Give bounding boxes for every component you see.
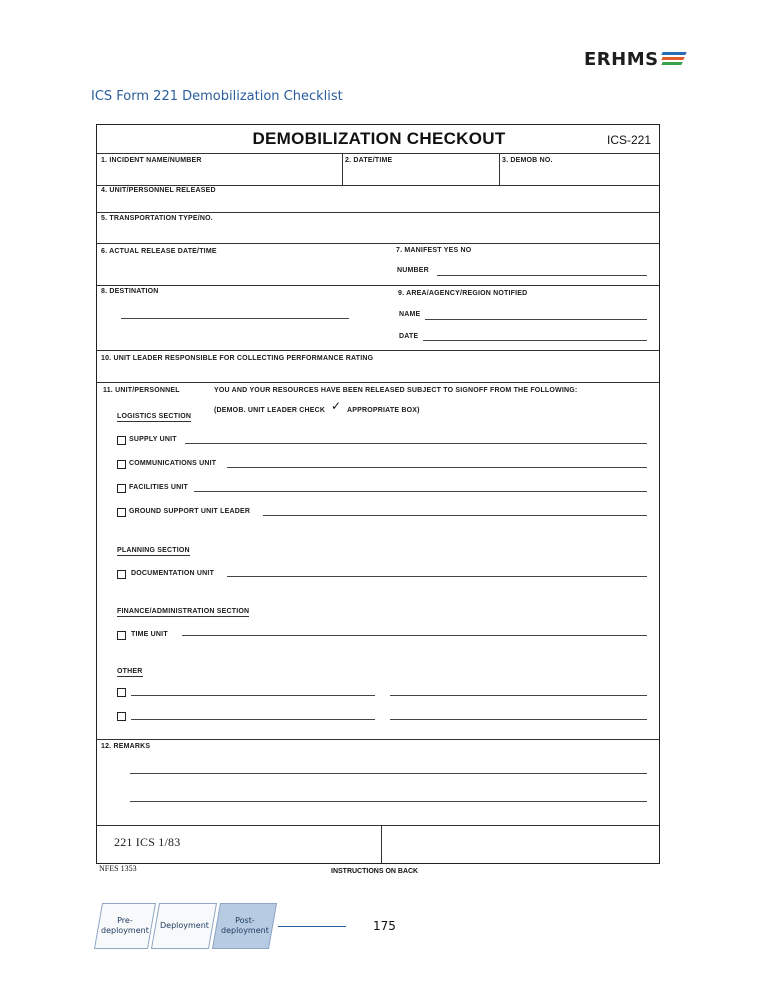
row-divider (97, 285, 659, 286)
remarks-line-2[interactable] (130, 801, 647, 802)
documentation-unit-label: DOCUMENTATION UNIT (131, 570, 215, 577)
remarks-line-1[interactable] (130, 773, 647, 774)
facilities-unit-line[interactable] (194, 491, 647, 492)
logo-text: ERHMS (584, 48, 659, 70)
transportation-label: 5. TRANSPORTATION TYPE/NO. (101, 215, 213, 222)
communications-unit-checkbox[interactable] (117, 460, 126, 469)
remarks-label: 12. REMARKS (101, 743, 151, 750)
supply-unit-line[interactable] (185, 443, 647, 444)
checkmark-icon: ✓ (331, 399, 342, 413)
column-divider (342, 153, 343, 186)
unit-personnel-label: 11. UNIT/PERSONNEL (103, 387, 180, 394)
row-divider (97, 825, 659, 826)
communications-unit-label: COMMUNICATIONS UNIT (129, 460, 217, 467)
time-unit-label: TIME UNIT (131, 631, 168, 638)
ground-support-line[interactable] (263, 515, 647, 516)
notified-name-line[interactable] (425, 319, 647, 320)
other-line-2a[interactable] (131, 719, 375, 720)
facilities-unit-label: FACILITIES UNIT (129, 484, 188, 491)
row-divider (97, 243, 659, 244)
manifest-number-label: NUMBER (397, 267, 429, 274)
phase-label: Deployment (159, 921, 209, 930)
row-divider (97, 739, 659, 740)
form-code: 221 ICS 1/83 (114, 835, 181, 849)
manifest-number-line[interactable] (437, 275, 647, 276)
manifest-label: 7. MANIFEST YES NO (396, 247, 472, 254)
row-divider (97, 350, 659, 351)
row-divider (97, 382, 659, 383)
other-checkbox-2[interactable] (117, 712, 126, 721)
phase-label: Post- deployment (220, 916, 269, 935)
checkbox-instructions: (DEMOB. UNIT LEADER CHECK (214, 407, 326, 414)
phase-label: Pre- deployment (101, 916, 149, 935)
other-line-1a[interactable] (131, 695, 375, 696)
row-divider (97, 153, 659, 154)
documentation-unit-line[interactable] (227, 576, 647, 577)
notified-name-label: NAME (399, 311, 421, 318)
communications-unit-line[interactable] (227, 467, 647, 468)
supply-unit-label: SUPPLY UNIT (129, 436, 177, 443)
checkbox-instructions-end: APPROPRIATE BOX) (347, 407, 420, 414)
release-date-label: 6. ACTUAL RELEASE DATE/TIME (101, 248, 217, 255)
other-section-heading: OTHER (117, 668, 143, 675)
logo-stripes-icon (662, 51, 688, 67)
phase-post-deployment[interactable] (212, 903, 277, 949)
incident-name-label: 1. INCIDENT NAME/NUMBER (101, 157, 202, 164)
page-title: ICS Form 221 Demobilization Checklist (91, 89, 343, 104)
demob-no-label: 3. DEMOB NO. (502, 157, 553, 164)
finance-section-heading: FINANCE/ADMINISTRATION SECTION (117, 608, 250, 615)
ground-support-label: GROUND SUPPORT UNIT LEADER (129, 508, 251, 515)
form-title: DEMOBILIZATION CHECKOUT (252, 129, 506, 148)
area-notified-label: 9. AREA/AGENCY/REGION NOTIFIED (398, 290, 528, 297)
row-divider (97, 185, 659, 186)
notified-date-label: DATE (399, 333, 419, 340)
time-unit-line[interactable] (182, 635, 647, 636)
unit-leader-label: 10. UNIT LEADER RESPONSIBLE FOR COLLECTING PERFORMANCE RATING (101, 355, 374, 362)
logistics-section-heading: LOGISTICS SECTION (117, 413, 192, 420)
page-number: 175 (373, 919, 396, 933)
destination-line[interactable] (121, 318, 349, 319)
ground-support-checkbox[interactable] (117, 508, 126, 517)
nav-connector-line (278, 926, 346, 927)
deployment-phase-nav (92, 903, 278, 949)
facilities-unit-checkbox[interactable] (117, 484, 126, 493)
nfes-number: NFES 1353 (99, 864, 137, 873)
column-divider (499, 153, 500, 186)
other-checkbox-1[interactable] (117, 688, 126, 697)
instructions-on-back: INSTRUCTIONS ON BACK (331, 868, 419, 875)
row-divider (97, 212, 659, 213)
notified-date-line[interactable] (423, 340, 647, 341)
demob-form (96, 124, 660, 864)
documentation-unit-checkbox[interactable] (117, 570, 126, 579)
planning-section-heading: PLANNING SECTION (117, 547, 190, 554)
unit-released-label: 4. UNIT/PERSONNEL RELEASED (101, 187, 216, 194)
form-id: ICS-221 (607, 133, 652, 147)
other-line-2b[interactable] (390, 719, 647, 720)
column-divider (381, 825, 382, 863)
other-line-1b[interactable] (390, 695, 647, 696)
release-notice: YOU AND YOUR RESOURCES HAVE BEEN RELEASED SUBJECT TO SIGNOFF FROM THE FOLLOWING: (214, 387, 578, 394)
phase-deployment[interactable] (151, 903, 217, 949)
time-unit-checkbox[interactable] (117, 631, 126, 640)
erhms-logo (584, 48, 688, 70)
date-time-label: 2. DATE/TIME (345, 157, 393, 164)
destination-label: 8. DESTINATION (101, 288, 159, 295)
supply-unit-checkbox[interactable] (117, 436, 126, 445)
phase-pre-deployment[interactable] (94, 903, 156, 949)
